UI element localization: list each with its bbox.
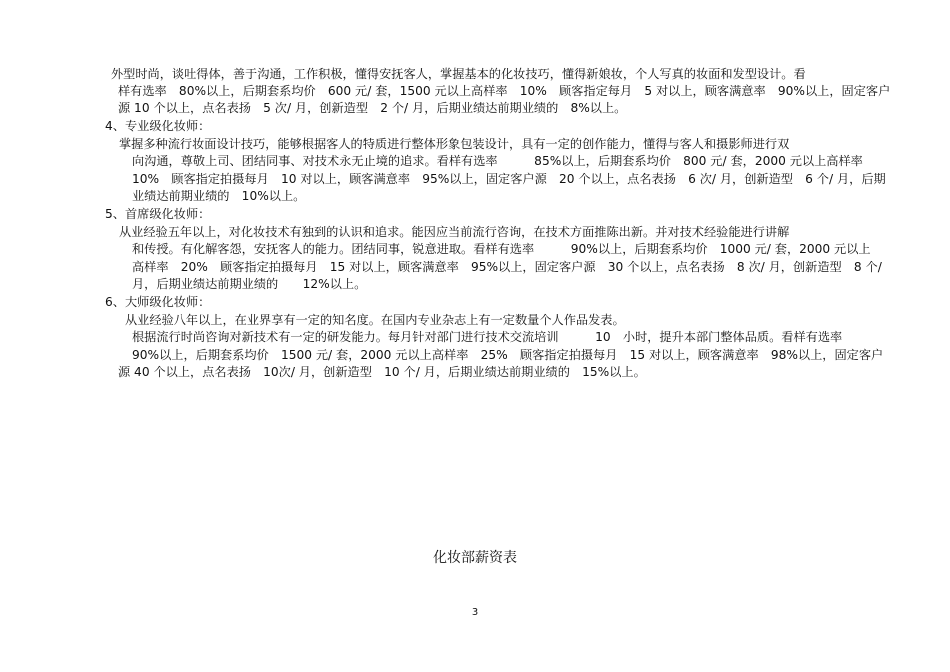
paragraph-line: 月，后期业绩达前期业绩的 12%以上。 bbox=[132, 277, 367, 291]
paragraph-line: 90%以上，后期套系均价 1500 元/ 套，2000 元以上高样率 25% 顾客指定拍摄每月 15 对以上，顾客满意率 98%以上，固定客户 bbox=[132, 348, 884, 362]
paragraph-line: 掌握多种流行妆面设计技巧，能够根据客人的特质进行整体形象包装设计，具有一定的创作能力，懂得与客人和摄影师进行双 bbox=[119, 137, 790, 151]
section-heading: 6、大师级化妆师： bbox=[105, 295, 211, 309]
page-number: 3 bbox=[471, 607, 479, 618]
paragraph-line: 样有选率 80%以上，后期套系均价 600 元/ 套，1500 元以上高样率 10% 顾客指定每月 5 对以上，顾客满意率 90%以上，固定客户 bbox=[118, 84, 891, 98]
paragraph-line: 10% 顾客指定拍摄每月 10 对以上，顾客满意率 95%以上，固定客户源 20 个以上，点名表扬 6 次/ 月，创新造型 6 个/ 月，后期 bbox=[132, 172, 886, 186]
paragraph-line: 从业经验五年以上，对化妆技术有独到的认识和追求。能因应当前流行咨询，在技术方面推陈出新。并对技术经验能进行讲解 bbox=[119, 225, 790, 239]
paragraph-line: 业绩达前期业绩的 10%以上。 bbox=[132, 189, 306, 203]
section-heading: 4、专业级化妆师： bbox=[105, 119, 211, 133]
paragraph-line: 高样率 20% 顾客指定拍摄每月 15 对以上，顾客满意率 95%以上，固定客户源 30 个以上，点名表扬 8 次/ 月，创新造型 8 个/ bbox=[132, 260, 882, 274]
table-title: 化妆部薪资表 bbox=[433, 550, 517, 566]
paragraph-line: 向沟通，尊敬上司、团结同事、对技术永无止境的追求。看样有选率 85%以上，后期套系均价 800 元/ 套，2000 元以上高样率 bbox=[132, 154, 863, 168]
paragraph-line: 和传授。有化解客怨，安抚客人的能力。团结同事，锐意进取。看样有选率 90%以上，后期套系均价 1000 元/ 套，2000 元以上 bbox=[132, 242, 871, 256]
paragraph-line: 外型时尚，谈吐得体，善于沟通，工作积极，懂得安抚客人，掌握基本的化妆技巧，懂得新娘妆，个人写真的妆面和发型设计。看 bbox=[111, 67, 806, 81]
paragraph-line: 根据流行时尚咨询对新技术有一定的研发能力。每月针对部门进行技术交流培训 10 小时，提升本部门整体品质。看样有选率 bbox=[132, 330, 843, 344]
paragraph-line: 从业经验八年以上，在业界享有一定的知名度。在国内专业杂志上有一定数量个人作品发表。 bbox=[125, 313, 625, 327]
section-heading: 5、首席级化妆师： bbox=[105, 207, 211, 221]
paragraph-line: 源 40 个以上，点名表扬 10次/ 月，创新造型 10 个/ 月，后期业绩达前期业绩的 15%以上。 bbox=[118, 365, 646, 379]
paragraph-line: 源 10 个以上，点名表扬 5 次/ 月，创新造型 2 个/ 月，后期业绩达前期业绩的 8%以上。 bbox=[118, 101, 627, 115]
